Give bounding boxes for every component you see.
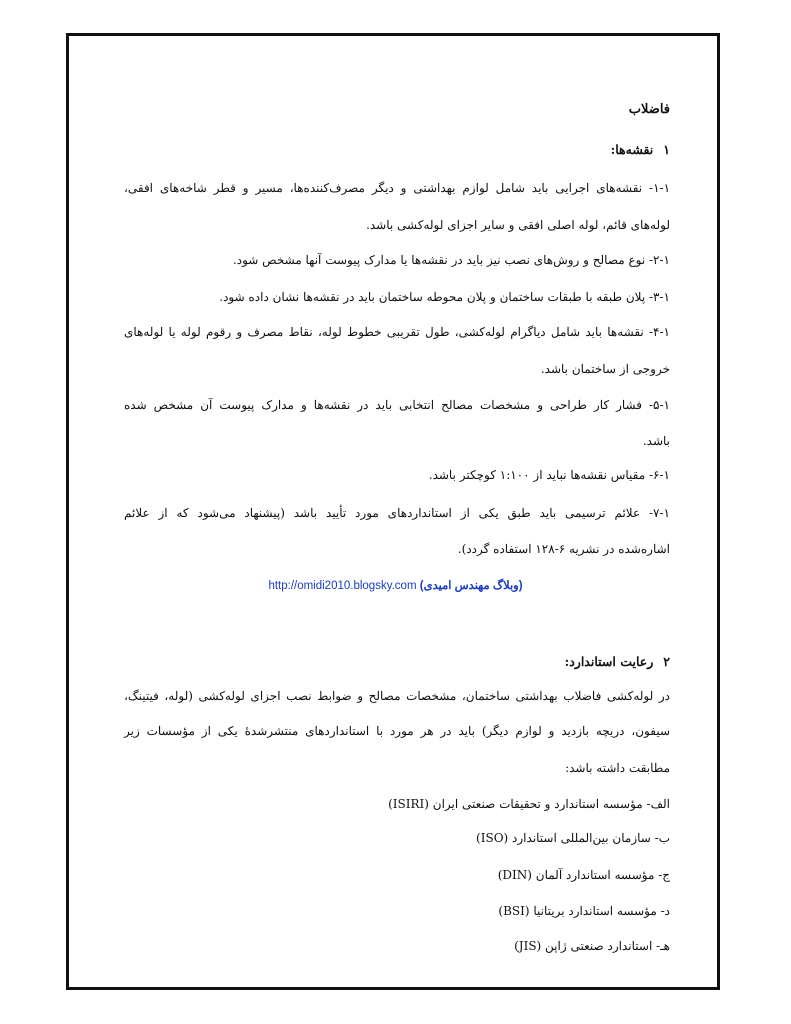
section2-line: مطابقت داشته باشد: <box>565 761 670 775</box>
section1-line: خروجی از ساختمان باشد. <box>540 362 670 376</box>
document-body <box>124 0 670 1024</box>
standard-item: الف- مؤسسه استاندارد و تحقیقات صنعتی ایران (ISIRI) <box>388 797 670 811</box>
section1-line: لوله‌های قائم، لوله اصلی افقی و سایر اجزای لوله‌کشی باشد. <box>366 218 670 232</box>
section1-line: ۱-۱- نقشه‌های اجرایی باید شامل لوازم بهداشتی و دیگر مصرف‌کننده‌ها، مسیر و قطر شاخه‌های افقی، <box>124 181 671 195</box>
section1-line: باشد. <box>642 434 670 448</box>
standard-item: هـ- استاندارد صنعتی ژاپن (JIS) <box>514 939 670 953</box>
blog-note: (وبلاگ مهندس امیدی) <box>419 580 523 592</box>
section1-line: ۶-۱- مقیاس نقشه‌ها نباید از ۱:۱۰۰ کوچکتر باشد. <box>428 468 670 482</box>
blog-url-link[interactable]: http://omidi2010.blogsky.com <box>268 580 417 592</box>
section1-number: ۱ <box>663 142 670 157</box>
section2-number: ۲ <box>663 654 670 669</box>
section1-heading <box>611 142 670 158</box>
section1-line: ۴-۱- نقشه‌ها باید شامل دیاگرام لوله‌کشی، طول تقریبی خطوط لوله، نقاط مصرف و رقوم لوله یا لوله‌های <box>124 325 670 339</box>
section2-heading <box>565 654 670 670</box>
section2-title: رعایت استاندارد: <box>564 654 654 669</box>
standard-item: د- مؤسسه استاندارد بریتانیا (BSI) <box>498 904 670 918</box>
section1-line: ۳-۱- پلان طبقه با طبقات ساختمان و پلان محوطه ساختمان باید در نقشه‌ها نشان داده شود. <box>219 290 670 304</box>
section1-line: ۷-۱- علائم ترسیمی باید طبق یکی از استانداردهای مورد تأیید باشد (پیشنهاد می‌شود که از علائم <box>124 506 670 520</box>
section1-line: اشاره‌شده در نشریه ۶-۱۲۸ استفاده گردد). <box>457 542 670 556</box>
section2-line: در لوله‌کشی فاضلاب بهداشتی ساختمان، مشخصات مصالح و ضوابط نصب اجزای لوله‌کشی (لوله، فیتینگ، <box>124 689 670 703</box>
standard-item: ج- مؤسسه استاندارد آلمان (DIN) <box>497 868 670 882</box>
document-title: فاضلاب <box>628 102 670 117</box>
section1-line: ۵-۱- فشار کار طراحی و مشخصات مصالح انتخابی باید در نقشه‌ها و مدارک پیوست آن مشخص شده <box>124 398 670 412</box>
section1-line: ۲-۱- نوع مصالح و روش‌های نصب نیز باید در نقشه‌ها یا مدارک پیوست آنها مشخص شود. <box>232 253 670 267</box>
section1-title: نقشه‌ها: <box>610 142 654 157</box>
standard-item: ب- سازمان بین‌المللی استاندارد (ISO) <box>476 831 670 845</box>
blog-watermark <box>0 578 791 592</box>
section2-line: سیفون، دریچه بازدید و لوازم دیگر) باید در هر مورد با استانداردهای منتشرشدهٔ یکی از مؤسسات زیر <box>124 724 670 738</box>
